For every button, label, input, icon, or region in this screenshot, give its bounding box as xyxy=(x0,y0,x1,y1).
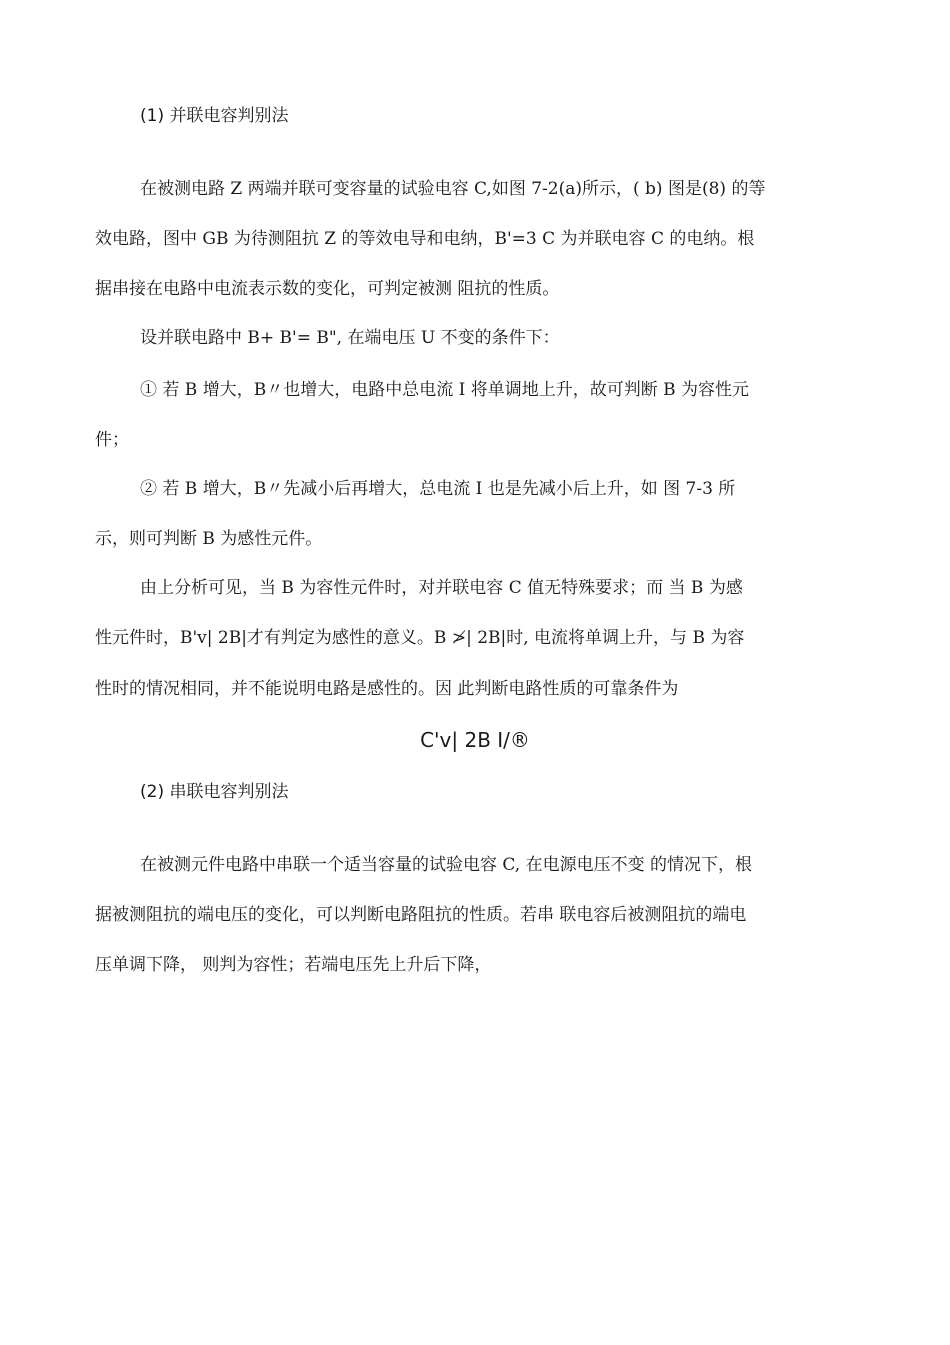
text-line: ② 若 B 增大，B〃先减小后再增大，总电流 I 也是先减小后上升，如 图 7-3 所 xyxy=(140,479,736,499)
text-line: 在被测元件电路中串联一个适当容量的试验电容 C, 在电源电压不变 的情况下，根 xyxy=(140,855,753,875)
text-line: 据被测阻抗的端电压的变化，可以判断电路阻抗的性质。若串 联电容后被测阻抗的端电 xyxy=(95,905,747,925)
text-line: 压单调下降， 则判为容性；若端电压先上升后下降， xyxy=(95,955,492,975)
text-line: 设并联电路中 B+ B'= B", 在端电压 U 不变的条件下： xyxy=(140,328,560,348)
text-line: 性时的情况相同，并不能说明电路是感性的。因 此判断电路性质的可靠条件为 xyxy=(95,679,679,699)
section-1-heading: (1) 并联电容判别法 xyxy=(140,106,289,126)
condition-formula: C'v| 2B I/® xyxy=(420,728,530,752)
text-line: 在被测电路 Z 两端并联可变容量的试验电容 C,如图 7-2(a)所示，( b) 图是(8) 的等 xyxy=(140,179,766,199)
text-line: 件； xyxy=(95,430,129,450)
text-line: ① 若 B 增大，B〃也增大，电路中总电流 I 将单调地上升，故可判断 B 为容性元 xyxy=(140,380,750,400)
text-line: 由上分析可见，当 B 为容性元件时，对并联电容 C 值无特殊要求；而 当 B 为感 xyxy=(140,578,743,598)
text-line: 效电路，图中 GB 为待测阻抗 Z 的等效电导和电纳，B'=3 C 为并联电容 C 的电纳。根 xyxy=(95,229,755,249)
text-line: 性元件时，B'v| 2B|才有判定为感性的意义。B ≯| 2B|时, 电流将单调上升，与 B 为容 xyxy=(95,628,745,648)
text-line: 示，则可判断 B 为感性元件。 xyxy=(95,529,323,549)
section-2-heading: (2) 串联电容判别法 xyxy=(140,782,289,802)
text-line: 据串接在电路中电流表示数的变化，可判定被测 阻抗的性质。 xyxy=(95,279,560,299)
